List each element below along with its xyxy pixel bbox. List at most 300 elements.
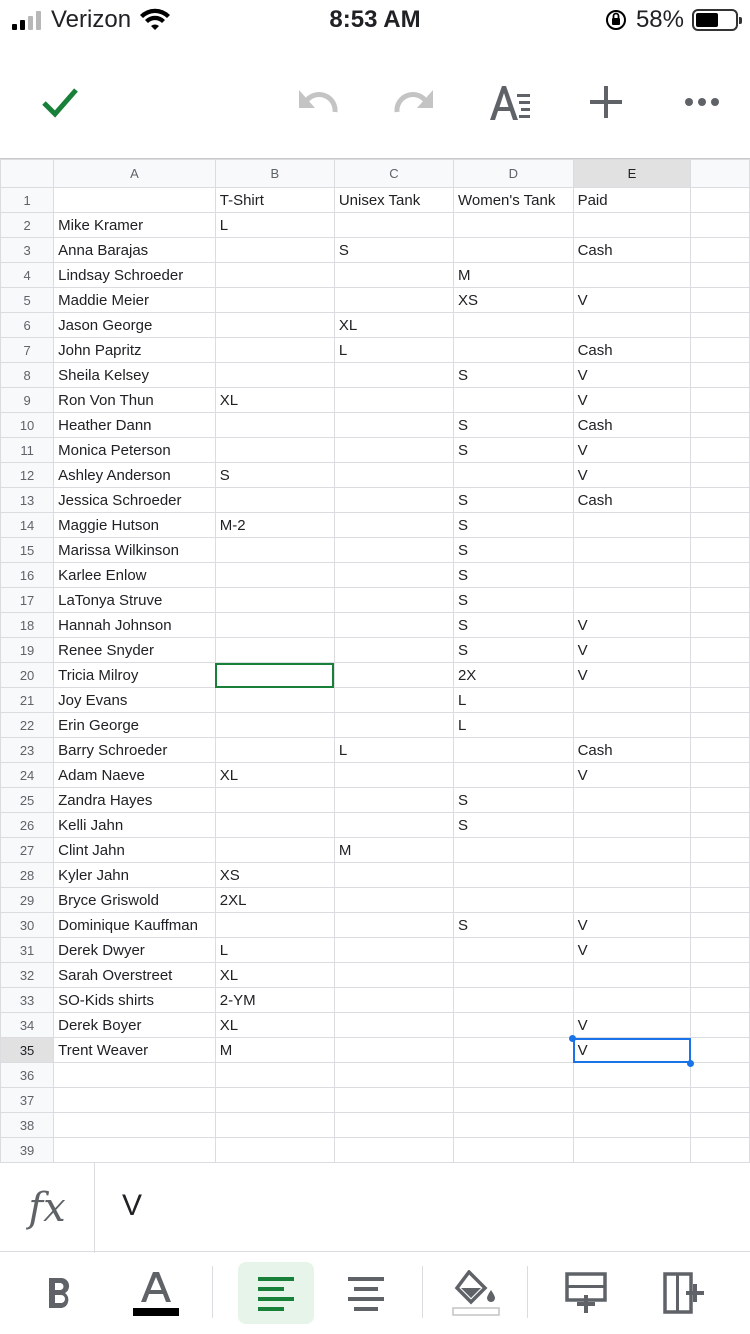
cell-e39[interactable] bbox=[573, 1138, 691, 1163]
cell-f28[interactable] bbox=[691, 863, 750, 888]
cell-d11[interactable]: S bbox=[453, 438, 573, 463]
insert-column-button[interactable] bbox=[646, 1262, 722, 1324]
cell-b16[interactable] bbox=[215, 563, 334, 588]
cell-d13[interactable]: S bbox=[453, 488, 573, 513]
cell-f16[interactable] bbox=[691, 563, 750, 588]
cell-c34[interactable] bbox=[334, 1013, 453, 1038]
row-header[interactable]: 37 bbox=[1, 1088, 54, 1113]
cell-a12[interactable]: Ashley Anderson bbox=[54, 463, 216, 488]
row-header[interactable]: 8 bbox=[1, 363, 54, 388]
cell-f19[interactable] bbox=[691, 638, 750, 663]
cell-f30[interactable] bbox=[691, 913, 750, 938]
cell-a35[interactable]: Trent Weaver bbox=[54, 1038, 216, 1063]
cell-e31[interactable]: V bbox=[573, 938, 691, 963]
cell-e14[interactable] bbox=[573, 513, 691, 538]
row-header[interactable]: 11 bbox=[1, 438, 54, 463]
cell-a11[interactable]: Monica Peterson bbox=[54, 438, 216, 463]
row-header[interactable]: 38 bbox=[1, 1113, 54, 1138]
cell-a5[interactable]: Maddie Meier bbox=[54, 288, 216, 313]
cell-e6[interactable] bbox=[573, 313, 691, 338]
row-header[interactable]: 19 bbox=[1, 638, 54, 663]
cell-a4[interactable]: Lindsay Schroeder bbox=[54, 263, 216, 288]
cell-e16[interactable] bbox=[573, 563, 691, 588]
cell-e38[interactable] bbox=[573, 1113, 691, 1138]
row-header[interactable]: 31 bbox=[1, 938, 54, 963]
cell-e9[interactable]: V bbox=[573, 388, 691, 413]
cell-c9[interactable] bbox=[334, 388, 453, 413]
cell-a33[interactable]: SO-Kids shirts bbox=[54, 988, 216, 1013]
cell-c37[interactable] bbox=[334, 1088, 453, 1113]
cell-b31[interactable]: L bbox=[215, 938, 334, 963]
cell-e17[interactable] bbox=[573, 588, 691, 613]
cell-a29[interactable]: Bryce Griswold bbox=[54, 888, 216, 913]
cell-a22[interactable]: Erin George bbox=[54, 713, 216, 738]
cell-b3[interactable] bbox=[215, 238, 334, 263]
bold-icon bbox=[45, 1276, 75, 1310]
cell-b32[interactable]: XL bbox=[215, 963, 334, 988]
cell-d35[interactable] bbox=[453, 1038, 573, 1063]
cell-b12[interactable]: S bbox=[215, 463, 334, 488]
cell-e8[interactable]: V bbox=[573, 363, 691, 388]
cell-c11[interactable] bbox=[334, 438, 453, 463]
bold-button[interactable] bbox=[22, 1262, 98, 1324]
cell-c17[interactable] bbox=[334, 588, 453, 613]
cell-c21[interactable] bbox=[334, 688, 453, 713]
cell-e34[interactable]: V bbox=[573, 1013, 691, 1038]
cell-c16[interactable] bbox=[334, 563, 453, 588]
cell-e19[interactable]: V bbox=[573, 638, 691, 663]
row-header[interactable]: 39 bbox=[1, 1138, 54, 1163]
cell-a7[interactable]: John Papritz bbox=[54, 338, 216, 363]
cell-e11[interactable]: V bbox=[573, 438, 691, 463]
cell-b30[interactable] bbox=[215, 913, 334, 938]
row-header[interactable]: 26 bbox=[1, 813, 54, 838]
cell-a27[interactable]: Clint Jahn bbox=[54, 838, 216, 863]
cell-c23[interactable]: L bbox=[334, 738, 453, 763]
cell-c2[interactable] bbox=[334, 213, 453, 238]
cell-c4[interactable] bbox=[334, 263, 453, 288]
cell-a38[interactable] bbox=[54, 1113, 216, 1138]
cell-f10[interactable] bbox=[691, 413, 750, 438]
row-header[interactable]: 14 bbox=[1, 513, 54, 538]
column-header-e[interactable]: E bbox=[573, 160, 691, 188]
cell-a3[interactable]: Anna Barajas bbox=[54, 238, 216, 263]
row-header[interactable]: 28 bbox=[1, 863, 54, 888]
cell-c12[interactable] bbox=[334, 463, 453, 488]
cell-f2[interactable] bbox=[691, 213, 750, 238]
cell-f36[interactable] bbox=[691, 1063, 750, 1088]
cell-e30[interactable]: V bbox=[573, 913, 691, 938]
cell-f23[interactable] bbox=[691, 738, 750, 763]
cell-c6[interactable]: XL bbox=[334, 313, 453, 338]
cell-c19[interactable] bbox=[334, 638, 453, 663]
text-color-button[interactable] bbox=[118, 1262, 194, 1324]
cell-c1[interactable]: Unisex Tank bbox=[334, 188, 453, 213]
cell-c8[interactable] bbox=[334, 363, 453, 388]
row-header[interactable]: 24 bbox=[1, 763, 54, 788]
row-header[interactable]: 30 bbox=[1, 913, 54, 938]
cell-b7[interactable] bbox=[215, 338, 334, 363]
cell-e37[interactable] bbox=[573, 1088, 691, 1113]
cell-e35[interactable]: V bbox=[573, 1038, 691, 1063]
cell-a10[interactable]: Heather Dann bbox=[54, 413, 216, 438]
cell-e26[interactable] bbox=[573, 813, 691, 838]
cell-b22[interactable] bbox=[215, 713, 334, 738]
cell-a1[interactable] bbox=[54, 188, 216, 213]
cell-f27[interactable] bbox=[691, 838, 750, 863]
cell-c32[interactable] bbox=[334, 963, 453, 988]
text-format-button[interactable] bbox=[482, 74, 538, 130]
cell-a30[interactable]: Dominique Kauffman bbox=[54, 913, 216, 938]
cell-d2[interactable] bbox=[453, 213, 573, 238]
row-header[interactable]: 15 bbox=[1, 538, 54, 563]
cell-b39[interactable] bbox=[215, 1138, 334, 1163]
cell-d17[interactable]: S bbox=[453, 588, 573, 613]
cell-b36[interactable] bbox=[215, 1063, 334, 1088]
cell-b38[interactable] bbox=[215, 1113, 334, 1138]
column-header-d[interactable]: D bbox=[453, 160, 573, 188]
cell-a32[interactable]: Sarah Overstreet bbox=[54, 963, 216, 988]
cell-f34[interactable] bbox=[691, 1013, 750, 1038]
cell-f17[interactable] bbox=[691, 588, 750, 613]
cell-a23[interactable]: Barry Schroeder bbox=[54, 738, 216, 763]
plus-icon bbox=[588, 84, 624, 120]
cell-a19[interactable]: Renee Snyder bbox=[54, 638, 216, 663]
cell-f38[interactable] bbox=[691, 1113, 750, 1138]
cell-f26[interactable] bbox=[691, 813, 750, 838]
done-check-button[interactable] bbox=[32, 74, 88, 130]
selection-handle-end[interactable] bbox=[687, 1060, 694, 1067]
cell-e24[interactable]: V bbox=[573, 763, 691, 788]
cell-c36[interactable] bbox=[334, 1063, 453, 1088]
cell-f5[interactable] bbox=[691, 288, 750, 313]
cell-c5[interactable] bbox=[334, 288, 453, 313]
row-header[interactable]: 5 bbox=[1, 288, 54, 313]
cell-b25[interactable] bbox=[215, 788, 334, 813]
cell-e28[interactable] bbox=[573, 863, 691, 888]
cell-b8[interactable] bbox=[215, 363, 334, 388]
cell-d20[interactable]: 2X bbox=[453, 663, 573, 688]
cell-c18[interactable] bbox=[334, 613, 453, 638]
cell-e4[interactable] bbox=[573, 263, 691, 288]
cell-f8[interactable] bbox=[691, 363, 750, 388]
cell-d3[interactable] bbox=[453, 238, 573, 263]
cell-d29[interactable] bbox=[453, 888, 573, 913]
cell-f6[interactable] bbox=[691, 313, 750, 338]
row-header[interactable]: 6 bbox=[1, 313, 54, 338]
cell-c30[interactable] bbox=[334, 913, 453, 938]
cell-d25[interactable]: S bbox=[453, 788, 573, 813]
cell-d30[interactable]: S bbox=[453, 913, 573, 938]
cell-c20[interactable] bbox=[334, 663, 453, 688]
cell-a8[interactable]: Sheila Kelsey bbox=[54, 363, 216, 388]
cell-d9[interactable] bbox=[453, 388, 573, 413]
cell-e10[interactable]: Cash bbox=[573, 413, 691, 438]
column-header-b[interactable]: B bbox=[215, 160, 334, 188]
cell-e18[interactable]: V bbox=[573, 613, 691, 638]
cell-d32[interactable] bbox=[453, 963, 573, 988]
row-header[interactable]: 35 bbox=[1, 1038, 54, 1063]
cell-f7[interactable] bbox=[691, 338, 750, 363]
column-header-a[interactable]: A bbox=[54, 160, 216, 188]
cell-d23[interactable] bbox=[453, 738, 573, 763]
cell-d19[interactable]: S bbox=[453, 638, 573, 663]
cell-e20[interactable]: V bbox=[573, 663, 691, 688]
cell-a28[interactable]: Kyler Jahn bbox=[54, 863, 216, 888]
cell-d14[interactable]: S bbox=[453, 513, 573, 538]
cell-c14[interactable] bbox=[334, 513, 453, 538]
cell-b4[interactable] bbox=[215, 263, 334, 288]
cell-d38[interactable] bbox=[453, 1113, 573, 1138]
cell-f37[interactable] bbox=[691, 1088, 750, 1113]
cell-a17[interactable]: LaTonya Struve bbox=[54, 588, 216, 613]
row-header[interactable]: 7 bbox=[1, 338, 54, 363]
cell-c29[interactable] bbox=[334, 888, 453, 913]
cell-b34[interactable]: XL bbox=[215, 1013, 334, 1038]
cell-d28[interactable] bbox=[453, 863, 573, 888]
cell-d6[interactable] bbox=[453, 313, 573, 338]
cell-c15[interactable] bbox=[334, 538, 453, 563]
insert-row-button[interactable] bbox=[548, 1262, 624, 1324]
cell-e5[interactable]: V bbox=[573, 288, 691, 313]
cell-b18[interactable] bbox=[215, 613, 334, 638]
cell-d33[interactable] bbox=[453, 988, 573, 1013]
cell-a39[interactable] bbox=[54, 1138, 216, 1163]
cell-c7[interactable]: L bbox=[334, 338, 453, 363]
row-header[interactable]: 21 bbox=[1, 688, 54, 713]
cell-d4[interactable]: M bbox=[453, 263, 573, 288]
cell-c22[interactable] bbox=[334, 713, 453, 738]
cell-f1[interactable] bbox=[691, 188, 750, 213]
cell-d24[interactable] bbox=[453, 763, 573, 788]
row-header[interactable]: 27 bbox=[1, 838, 54, 863]
cell-a25[interactable]: Zandra Hayes bbox=[54, 788, 216, 813]
cell-e2[interactable] bbox=[573, 213, 691, 238]
cell-a34[interactable]: Derek Boyer bbox=[54, 1013, 216, 1038]
cell-b5[interactable] bbox=[215, 288, 334, 313]
row-header[interactable]: 9 bbox=[1, 388, 54, 413]
cell-c35[interactable] bbox=[334, 1038, 453, 1063]
cell-e36[interactable] bbox=[573, 1063, 691, 1088]
column-header-f[interactable] bbox=[691, 160, 750, 188]
cell-e21[interactable] bbox=[573, 688, 691, 713]
cell-c10[interactable] bbox=[334, 413, 453, 438]
cell-e3[interactable]: Cash bbox=[573, 238, 691, 263]
cell-e32[interactable] bbox=[573, 963, 691, 988]
formula-input[interactable]: V bbox=[122, 1189, 143, 1222]
cell-b21[interactable] bbox=[215, 688, 334, 713]
cell-f15[interactable] bbox=[691, 538, 750, 563]
cell-f4[interactable] bbox=[691, 263, 750, 288]
cell-d8[interactable]: S bbox=[453, 363, 573, 388]
cell-a18[interactable]: Hannah Johnson bbox=[54, 613, 216, 638]
cell-c27[interactable]: M bbox=[334, 838, 453, 863]
row-header[interactable]: 4 bbox=[1, 263, 54, 288]
cell-e15[interactable] bbox=[573, 538, 691, 563]
cell-d5[interactable]: XS bbox=[453, 288, 573, 313]
cell-e13[interactable]: Cash bbox=[573, 488, 691, 513]
cell-c28[interactable] bbox=[334, 863, 453, 888]
cell-b10[interactable] bbox=[215, 413, 334, 438]
cell-a20[interactable]: Tricia Milroy bbox=[54, 663, 216, 688]
cell-b11[interactable] bbox=[215, 438, 334, 463]
cell-f33[interactable] bbox=[691, 988, 750, 1013]
row-header[interactable]: 33 bbox=[1, 988, 54, 1013]
cell-a36[interactable] bbox=[54, 1063, 216, 1088]
row-header[interactable]: 18 bbox=[1, 613, 54, 638]
cell-b24[interactable]: XL bbox=[215, 763, 334, 788]
cell-d12[interactable] bbox=[453, 463, 573, 488]
cell-b9[interactable]: XL bbox=[215, 388, 334, 413]
cell-c13[interactable] bbox=[334, 488, 453, 513]
cell-b14[interactable]: M-2 bbox=[215, 513, 334, 538]
cell-c25[interactable] bbox=[334, 788, 453, 813]
cell-a15[interactable]: Marissa Wilkinson bbox=[54, 538, 216, 563]
cell-d34[interactable] bbox=[453, 1013, 573, 1038]
cell-b35[interactable]: M bbox=[215, 1038, 334, 1063]
align-left-button[interactable] bbox=[238, 1262, 314, 1324]
cell-c31[interactable] bbox=[334, 938, 453, 963]
cell-b6[interactable] bbox=[215, 313, 334, 338]
row-header[interactable]: 34 bbox=[1, 1013, 54, 1038]
cell-f11[interactable] bbox=[691, 438, 750, 463]
cell-b27[interactable] bbox=[215, 838, 334, 863]
cell-e27[interactable] bbox=[573, 838, 691, 863]
cell-f9[interactable] bbox=[691, 388, 750, 413]
more-options-button[interactable] bbox=[674, 74, 730, 130]
cell-d37[interactable] bbox=[453, 1088, 573, 1113]
cell-b29[interactable]: 2XL bbox=[215, 888, 334, 913]
row-header[interactable]: 12 bbox=[1, 463, 54, 488]
cell-f25[interactable] bbox=[691, 788, 750, 813]
cell-d21[interactable]: L bbox=[453, 688, 573, 713]
cell-a37[interactable] bbox=[54, 1088, 216, 1113]
cell-d18[interactable]: S bbox=[453, 613, 573, 638]
cell-f18[interactable] bbox=[691, 613, 750, 638]
row-header[interactable]: 20 bbox=[1, 663, 54, 688]
cell-c39[interactable] bbox=[334, 1138, 453, 1163]
undo-button[interactable] bbox=[290, 74, 346, 130]
cell-d26[interactable]: S bbox=[453, 813, 573, 838]
cell-d36[interactable] bbox=[453, 1063, 573, 1088]
cell-c38[interactable] bbox=[334, 1113, 453, 1138]
cell-e22[interactable] bbox=[573, 713, 691, 738]
cell-b23[interactable] bbox=[215, 738, 334, 763]
cell-a2[interactable]: Mike Kramer bbox=[54, 213, 216, 238]
cell-e7[interactable]: Cash bbox=[573, 338, 691, 363]
cell-f12[interactable] bbox=[691, 463, 750, 488]
cell-f24[interactable] bbox=[691, 763, 750, 788]
row-header[interactable]: 29 bbox=[1, 888, 54, 913]
cell-a21[interactable]: Joy Evans bbox=[54, 688, 216, 713]
cell-a31[interactable]: Derek Dwyer bbox=[54, 938, 216, 963]
row-header[interactable]: 36 bbox=[1, 1063, 54, 1088]
corner-header[interactable] bbox=[1, 160, 54, 188]
cell-a16[interactable]: Karlee Enlow bbox=[54, 563, 216, 588]
cell-b13[interactable] bbox=[215, 488, 334, 513]
cell-e33[interactable] bbox=[573, 988, 691, 1013]
cell-d15[interactable]: S bbox=[453, 538, 573, 563]
cell-f21[interactable] bbox=[691, 688, 750, 713]
cell-a24[interactable]: Adam Naeve bbox=[54, 763, 216, 788]
cell-f3[interactable] bbox=[691, 238, 750, 263]
cell-b20[interactable] bbox=[215, 663, 334, 688]
row-header[interactable]: 23 bbox=[1, 738, 54, 763]
cell-a6[interactable]: Jason George bbox=[54, 313, 216, 338]
row-header[interactable]: 2 bbox=[1, 213, 54, 238]
cell-f29[interactable] bbox=[691, 888, 750, 913]
selection-handle-start[interactable] bbox=[569, 1035, 576, 1042]
cell-f20[interactable] bbox=[691, 663, 750, 688]
cell-b19[interactable] bbox=[215, 638, 334, 663]
cell-c24[interactable] bbox=[334, 763, 453, 788]
spreadsheet-grid[interactable] bbox=[0, 158, 750, 1162]
row-header[interactable]: 17 bbox=[1, 588, 54, 613]
cell-a13[interactable]: Jessica Schroeder bbox=[54, 488, 216, 513]
cell-a26[interactable]: Kelli Jahn bbox=[54, 813, 216, 838]
insert-button[interactable] bbox=[578, 74, 634, 130]
cell-e25[interactable] bbox=[573, 788, 691, 813]
cell-e12[interactable]: V bbox=[573, 463, 691, 488]
cell-b37[interactable] bbox=[215, 1088, 334, 1113]
row-header[interactable]: 22 bbox=[1, 713, 54, 738]
cell-c33[interactable] bbox=[334, 988, 453, 1013]
cell-d10[interactable]: S bbox=[453, 413, 573, 438]
cell-f14[interactable] bbox=[691, 513, 750, 538]
row-header[interactable]: 3 bbox=[1, 238, 54, 263]
row-header[interactable]: 16 bbox=[1, 563, 54, 588]
cell-f31[interactable] bbox=[691, 938, 750, 963]
cell-e29[interactable] bbox=[573, 888, 691, 913]
cell-b15[interactable] bbox=[215, 538, 334, 563]
align-center-button[interactable] bbox=[328, 1262, 404, 1324]
cell-d31[interactable] bbox=[453, 938, 573, 963]
column-header-c[interactable]: C bbox=[334, 160, 453, 188]
cell-b2[interactable]: L bbox=[215, 213, 334, 238]
cell-f35[interactable] bbox=[691, 1038, 750, 1063]
cell-d39[interactable] bbox=[453, 1138, 573, 1163]
cell-d22[interactable]: L bbox=[453, 713, 573, 738]
table-row bbox=[1, 313, 750, 338]
row-header[interactable]: 25 bbox=[1, 788, 54, 813]
cell-f22[interactable] bbox=[691, 713, 750, 738]
row-header[interactable]: 1 bbox=[1, 188, 54, 213]
cell-c26[interactable] bbox=[334, 813, 453, 838]
cell-d16[interactable]: S bbox=[453, 563, 573, 588]
redo-button[interactable] bbox=[386, 74, 442, 130]
row-header[interactable]: 13 bbox=[1, 488, 54, 513]
cell-b28[interactable]: XS bbox=[215, 863, 334, 888]
cell-f39[interactable] bbox=[691, 1138, 750, 1163]
cell-d1[interactable]: Women's Tank bbox=[453, 188, 573, 213]
row-header[interactable]: 10 bbox=[1, 413, 54, 438]
cell-b17[interactable] bbox=[215, 588, 334, 613]
cell-e1[interactable]: Paid bbox=[573, 188, 691, 213]
cell-f32[interactable] bbox=[691, 963, 750, 988]
cell-a9[interactable]: Ron Von Thun bbox=[54, 388, 216, 413]
cell-e23[interactable]: Cash bbox=[573, 738, 691, 763]
cell-c3[interactable]: S bbox=[334, 238, 453, 263]
row-header[interactable]: 32 bbox=[1, 963, 54, 988]
fill-color-button[interactable] bbox=[438, 1262, 514, 1324]
cell-b33[interactable]: 2-YM bbox=[215, 988, 334, 1013]
cell-b1[interactable]: T-Shirt bbox=[215, 188, 334, 213]
cell-d7[interactable] bbox=[453, 338, 573, 363]
cell-d27[interactable] bbox=[453, 838, 573, 863]
cell-f13[interactable] bbox=[691, 488, 750, 513]
cell-a14[interactable]: Maggie Hutson bbox=[54, 513, 216, 538]
cell-b26[interactable] bbox=[215, 813, 334, 838]
